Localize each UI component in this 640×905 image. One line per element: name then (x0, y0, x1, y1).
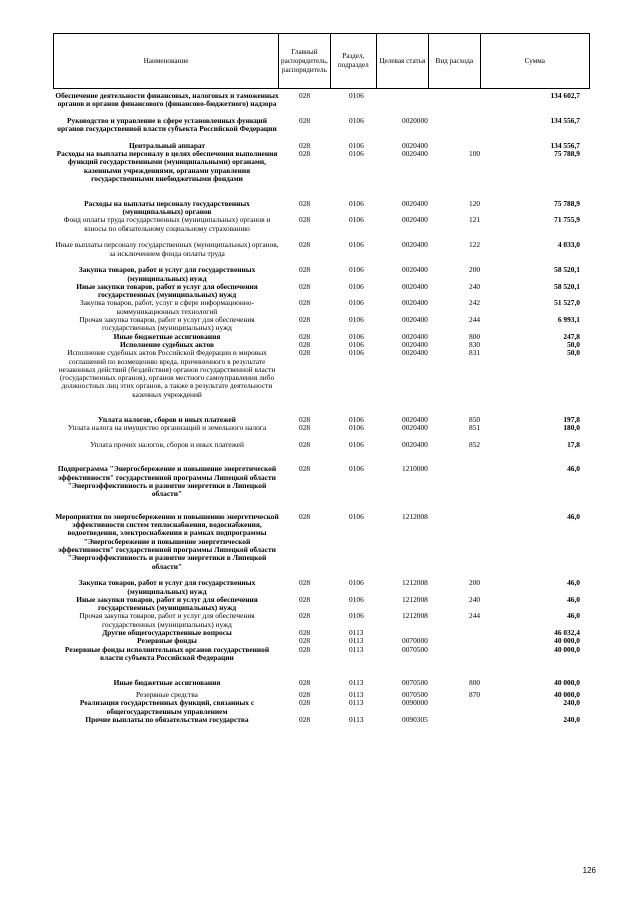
row-glav: 028 (299, 140, 311, 150)
row-razdel: 0106 (349, 91, 364, 100)
row-vid: 244 (469, 315, 481, 325)
row-cel: 0020400 (402, 140, 428, 150)
row-razdel: 0106 (349, 422, 364, 432)
row-summa: 134 556,7 (550, 140, 580, 150)
header-vid: Вид расхода (428, 34, 480, 89)
row-cel: 0020400 (402, 215, 428, 225)
table-row (0, 699, 640, 716)
row-cel: 0070500 (402, 677, 428, 687)
row-vid: 100 (469, 149, 481, 159)
row-glav: 028 (299, 611, 311, 621)
row-razdel: 0106 (349, 215, 364, 225)
row-razdel: 0113 (349, 698, 364, 708)
table-row (0, 679, 640, 691)
header-razdel: Раздел, подраздел (330, 34, 376, 89)
row-vid: 850 (469, 414, 481, 424)
table-row (0, 465, 640, 513)
row-summa: 247,8 (563, 331, 580, 341)
row-name: Иные бюджетные ассигнования (113, 331, 221, 341)
table-header (53, 33, 590, 89)
row-cel: 0020400 (402, 149, 428, 159)
row-summa: 240,0 (563, 715, 580, 725)
row-name: Уплата прочих налогов, сборов и иных платежей (90, 439, 244, 449)
row-cel: 0020000 (402, 115, 428, 125)
table-row (0, 646, 640, 679)
row-glav: 028 (299, 149, 311, 159)
table-row (0, 241, 640, 266)
row-cel: 1212008 (402, 611, 428, 621)
row-razdel: 0106 (349, 281, 364, 291)
row-razdel: 0106 (349, 611, 364, 621)
row-cel: 0090305 (402, 715, 428, 725)
row-cel: 0020400 (402, 315, 428, 325)
table-row (0, 200, 640, 217)
row-glav: 028 (299, 348, 311, 358)
row-glav: 028 (299, 636, 311, 646)
row-name: Исполнение судебных актов (120, 339, 214, 349)
row-razdel: 0106 (349, 298, 364, 308)
row-cel: 0020400 (402, 348, 428, 358)
row-summa: 46,0 (567, 464, 580, 474)
row-cel: 0020400 (402, 339, 428, 349)
row-name: Иные закупки товаров, работ и услуг для обеспечения государственных (муниципальных) нужд (76, 281, 258, 300)
row-name: Другие общегосударственные вопросы (102, 628, 232, 638)
header-name: Наименование (54, 34, 279, 89)
row-razdel: 0106 (349, 331, 364, 341)
row-razdel: 0106 (349, 265, 364, 275)
row-glav: 028 (299, 439, 311, 449)
row-glav: 028 (299, 265, 311, 275)
header-summa: Сумма (480, 34, 589, 89)
row-cel: 0020400 (402, 439, 428, 449)
row-name: Подпрограмма "Энергосбережение и повышение энергетической эффективности" государственной программы Липецкой области "Энергоэффективность и развитие энергетики в Липецкой области" (57, 464, 277, 499)
row-razdel: 0106 (349, 315, 364, 325)
row-name: Прочие выплаты по обязательствам государства (85, 715, 249, 725)
row-cel: 1212008 (402, 594, 428, 604)
table-row (0, 612, 640, 629)
row-cel: 0020400 (402, 422, 428, 432)
row-name: Исполнение судебных актов Российской Федерации и мировых соглашений по возмещению вреда, причиненного в результате незаконных действий (бездействия) органов государственной власти (государственных органов), органов местного самоуправления либо должностных лиц этих органов, а также в результате деятельности казенных учреждений (58, 348, 276, 399)
table-row (0, 117, 640, 142)
row-vid: 121 (469, 215, 481, 225)
row-razdel: 0106 (349, 594, 364, 604)
row-cel: 0020400 (402, 265, 428, 275)
table-body (0, 92, 640, 724)
row-vid: 800 (469, 331, 481, 341)
row-summa: 71 755,9 (554, 215, 580, 225)
row-name: Иные бюджетные ассигнования (113, 677, 221, 687)
row-glav: 028 (299, 422, 311, 432)
row-vid: 852 (469, 439, 481, 449)
row-summa: 46,0 (567, 578, 580, 588)
table-row (0, 441, 640, 466)
row-summa: 58 520,1 (554, 265, 580, 275)
row-glav: 028 (299, 464, 311, 474)
row-name: Прочая закупка товаров, работ и услуг для обеспечения государственных (муниципальных) нужд (79, 611, 255, 629)
row-razdel: 0106 (349, 149, 364, 159)
row-summa: 46,0 (567, 611, 580, 621)
table-row (0, 333, 640, 341)
row-glav: 028 (299, 115, 311, 125)
row-razdel: 0106 (349, 348, 364, 358)
row-vid: 200 (469, 578, 481, 588)
table-row (0, 596, 640, 613)
row-vid: 242 (469, 298, 481, 308)
row-name: Прочая закупка товаров, работ и услуг для обеспечения государственных (муниципальных) нужд (79, 315, 255, 333)
row-vid: 244 (469, 611, 481, 621)
row-name: Закупка товаров, работ, услуг в сфере информационно-коммуникационных технологий (80, 298, 254, 316)
row-razdel: 0106 (349, 464, 364, 474)
row-vid: 800 (469, 677, 481, 687)
row-name: Закупка товаров, работ и услуг для государственных (муниципальных) нужд (78, 265, 256, 283)
table-row (0, 513, 640, 579)
row-glav: 028 (299, 715, 311, 725)
row-cel: 0020400 (402, 414, 428, 424)
row-cel: 1212008 (402, 511, 428, 521)
row-name: Реализация государственных функций, связанных с общегосударственным управлением (79, 698, 255, 716)
row-summa: 46,0 (567, 511, 580, 521)
row-razdel: 0113 (349, 715, 364, 725)
row-glav: 028 (299, 698, 311, 708)
row-vid: 122 (469, 240, 481, 250)
table-row (0, 349, 640, 415)
row-razdel: 0106 (349, 198, 364, 208)
row-razdel: 0106 (349, 511, 364, 521)
row-cel: 0020400 (402, 298, 428, 308)
row-cel: 0020400 (402, 240, 428, 250)
row-summa: 6 993,1 (557, 315, 580, 325)
row-summa: 50,0 (567, 339, 580, 349)
row-vid: 120 (469, 198, 481, 208)
row-name: Фонд оплаты труда государственных (муниципальных) органов и взносы по обязательному социальному страхованию (63, 215, 271, 233)
row-glav: 028 (299, 91, 311, 100)
row-cel: 1210000 (402, 464, 428, 474)
row-name: Резервные фонды исполнительных органов государственной власти субъекта Российской Федерации (64, 644, 270, 662)
row-vid: 830 (469, 339, 481, 349)
row-glav: 028 (299, 240, 311, 250)
row-vid: 240 (469, 594, 481, 604)
row-cel: 0070500 (402, 690, 428, 700)
table-row (0, 283, 640, 300)
header-glav: Главный распорядитель, распорядитель (279, 34, 331, 89)
row-summa: 40 000,0 (554, 636, 580, 646)
row-vid: 870 (469, 690, 481, 700)
row-summa: 51 527,0 (554, 298, 580, 308)
page-number: 126 (582, 866, 596, 875)
row-summa: 46,0 (567, 594, 580, 604)
row-name: Руководство и управление в сфере установленных функций органов государственной власти субъекта Российской Федерации (57, 115, 277, 134)
table-row (0, 579, 640, 596)
row-glav: 028 (299, 215, 311, 225)
row-summa: 197,8 (563, 414, 580, 424)
row-name: Центральный аппарат (128, 140, 206, 150)
row-summa: 180,0 (563, 422, 580, 432)
table-row (0, 424, 640, 441)
row-cel: 1212008 (402, 578, 428, 588)
row-cel: 0020400 (402, 331, 428, 341)
row-summa: 75 788,9 (554, 149, 580, 159)
table-row (0, 266, 640, 283)
row-glav: 028 (299, 511, 311, 521)
row-name: Иные закупки товаров, работ и услуг для обеспечения государственных (муниципальных) нужд (76, 594, 258, 613)
row-vid: 240 (469, 281, 481, 291)
row-razdel: 0113 (349, 628, 364, 638)
table-row (0, 716, 640, 724)
row-razdel: 0113 (349, 690, 364, 700)
row-cel: 0090000 (402, 698, 428, 708)
row-razdel: 0113 (349, 677, 364, 687)
row-name: Иные выплаты персоналу государственных (муниципальных) органов, за исключением фонда оплаты труда (55, 240, 279, 258)
row-summa: 240,0 (563, 698, 580, 708)
table-row (0, 299, 640, 316)
table-row (0, 316, 640, 333)
row-razdel: 0106 (349, 140, 364, 150)
row-summa: 40 000,0 (554, 677, 580, 687)
row-cel: 0070000 (402, 636, 428, 646)
row-name: Расходы на выплаты персоналу государственных (муниципальных) органов (84, 198, 250, 217)
row-glav: 028 (299, 628, 311, 638)
row-summa: 134 602,7 (550, 91, 580, 100)
table-row (0, 216, 640, 241)
row-summa: 50,0 (567, 348, 580, 358)
row-razdel: 0113 (349, 644, 364, 654)
row-summa: 46 032,4 (554, 628, 580, 638)
row-glav: 028 (299, 690, 311, 700)
row-razdel: 0106 (349, 414, 364, 424)
row-razdel: 0106 (349, 339, 364, 349)
row-name: Мероприятия по энергосбережению и повышению энергетической эффективности систем теплоснабжения, водоснабжения, водоотведения, электроснабжения в рамках подпрограммы "Энергосбережение и повышение энергетической эффективности" государственной программы Липецкой области "Энергоэффективность и развитие энергетики в Липецкой области" (55, 511, 279, 571)
row-name: Расходы на выплаты персоналу в целях обеспечения выполнения функций государственными (муниципальными) органами, казенными учреждениями, органами управления государственными внебюджетными фондами (56, 149, 278, 183)
row-name: Обеспечение деятельности финансовых, налоговых и таможенных органов и органов финансового (финансово-бюджетного) надзора (55, 91, 279, 109)
row-glav: 028 (299, 594, 311, 604)
row-razdel: 0106 (349, 240, 364, 250)
row-glav: 028 (299, 414, 311, 424)
row-glav: 028 (299, 298, 311, 308)
row-summa: 75 788,9 (554, 198, 580, 208)
row-summa: 4 033,0 (557, 240, 580, 250)
row-name: Уплата налога на имущество организаций и земельного налога (67, 422, 267, 432)
row-name: Резервные средства (136, 690, 198, 700)
row-razdel: 0106 (349, 439, 364, 449)
row-name: Уплата налогов, сборов и иных платежей (98, 414, 236, 424)
row-glav: 028 (299, 331, 311, 341)
row-glav: 028 (299, 198, 311, 208)
row-name: Закупка товаров, работ и услуг для государственных (муниципальных) нужд (78, 578, 256, 596)
row-glav: 028 (299, 578, 311, 588)
header-cel: Целевая статья (376, 34, 428, 89)
row-summa: 58 520,1 (554, 281, 580, 291)
row-glav: 028 (299, 281, 311, 291)
row-summa: 17,8 (567, 439, 580, 449)
row-glav: 028 (299, 339, 311, 349)
row-razdel: 0106 (349, 115, 364, 125)
row-razdel: 0113 (349, 636, 364, 646)
row-name: Резервные фонды (137, 636, 197, 646)
table-row (0, 92, 640, 117)
table-row (0, 150, 640, 200)
row-glav: 028 (299, 644, 311, 654)
row-vid: 831 (469, 348, 481, 358)
row-vid: 851 (469, 422, 481, 432)
row-razdel: 0106 (349, 578, 364, 588)
row-summa: 40 000,0 (554, 644, 580, 654)
table-row (0, 629, 640, 637)
row-glav: 028 (299, 677, 311, 687)
row-glav: 028 (299, 315, 311, 325)
row-cel: 0020400 (402, 281, 428, 291)
row-cel: 0070500 (402, 644, 428, 654)
row-cel: 0020400 (402, 198, 428, 208)
row-vid: 200 (469, 265, 481, 275)
row-summa: 40 000,0 (554, 690, 580, 700)
row-summa: 134 556,7 (550, 115, 580, 125)
